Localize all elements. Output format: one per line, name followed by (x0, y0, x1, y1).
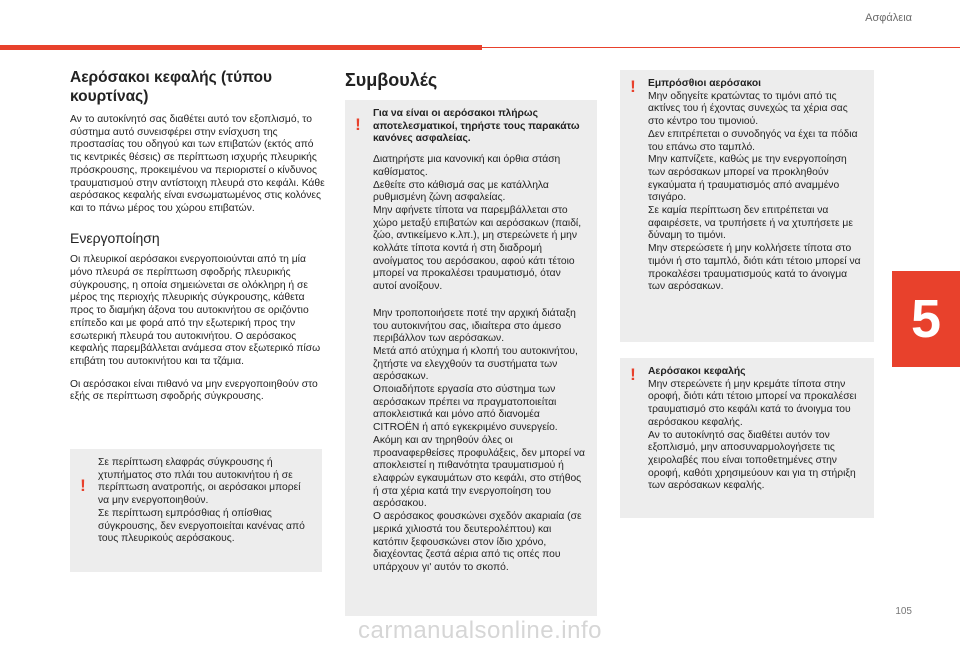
chapter-tab: 5 (892, 271, 960, 367)
tip-line: Δεθείτε στο κάθισμά σας με κατάλληλα ρυθμισμένη ζώνη ασφαλείας. (373, 179, 549, 204)
page-number: 105 (895, 606, 912, 617)
header-accent-bar (0, 45, 482, 50)
section-title: Ενεργοποίηση (70, 229, 160, 246)
left-column (70, 68, 326, 414)
tip-line: Ακόμη και αν τηρηθούν όλες οι προαναφερθείσες προφυλάξεις, δεν μπορεί να αποκλειστεί η πιθανότητα τραυματισμού ή ελαφρών εγκαυμάτων στο κεφάλι, στο στήθος ή στα χέρια κατά την ενεργοποίηση του αερόσακου. (373, 434, 586, 510)
activation-paragraph: Οι πλευρικοί αερόσακοι ενεργοποιούνται από τη μία μόνο πλευρά σε περίπτωση σφοδρής πλευρικής σύγκρουσης, η οποία σημειώνεται σε ολόκληρη ή σε μέρος της περιοχής πλευρικής σύγκρουσης, κάθετα προς το διαμήκη άξονα του αυτοκινήτου σε οριζόντιο επίπεδο και με φορά από την εξωτερική προς την εσωτερική πλευρά του αυτοκινήτου. Ο αερόσακος κεφαλής παρεμβάλλεται ανάμεσα στον εξωτερικό πίσω επιβάτη του αυτοκινήτου και τα τζάμια. (70, 254, 321, 367)
warning-box-tips (345, 100, 597, 616)
activation-note: Οι αερόσακοι είναι πιθανό να μην ενεργοποιηθούν στο εξής σε περίπτωση σφοδρής σύγκρουσης. (70, 378, 318, 403)
warning-icon: ! (630, 365, 636, 384)
tip-line: Διατηρήστε μια κανονική και όρθια στάση καθίσματος. (373, 154, 561, 178)
header-rule (482, 47, 960, 48)
curtain-airbags-line: Μην στερεώνετε ή μην κρεμάτε τίποτα στην οροφή, διότι κάτι τέτοιο μπορεί να προκαλέσει τραυματισμό στο κεφάλι κατά το άνοιγμα του αερόσακου κεφαλής. (648, 378, 857, 428)
page-title: Αερόσακοι κεφαλής (τύπου κουρτίνας) (70, 69, 273, 105)
tip-line: Μην αφήνετε τίποτα να παρεμβάλλεται στο χώρο μεταξύ επιβατών και αερόσακων (παιδί, ζώο, αντικείμενο κ.λπ.), μη στερεώνετε ή μην κολλάτε τίποτα κοντά ή στη διαδρομή ανοίγματος του αερόσακου, αφού κάτι τέτοιο μπορεί να προκαλέσει τραυματισμό, όταν αυτοί ανοίξουν. (373, 204, 582, 293)
front-airbags-line: Μην στερεώσετε ή μην κολλήσετε τίποτα στο τιμόνι ή στο ταμπλό, διότι κάτι τέτοιο μπορεί να προκαλέσει τραυματισμούς κατά το άνοιγμα των αερόσακων. (648, 243, 861, 293)
tip-line: Μετά από ατύχημα ή κλοπή του αυτοκινήτου, ζητήστε να ελεγχθούν τα συστήματα των αερόσακων. (373, 345, 578, 383)
warning-icon: ! (80, 476, 86, 495)
warning-icon: ! (355, 115, 361, 134)
page-header-title: Ασφάλεια (865, 12, 912, 24)
front-airbags-line: Μην καπνίζετε, καθώς με την ενεργοποίηση των αερόσακων μπορεί να προκληθούν εγκαύματα ή τραυματισμός από αναμμένο τσιγάρο. (648, 154, 847, 204)
front-airbags-heading: Εμπρόσθιοι αερόσακοι (648, 78, 761, 89)
warning-text: Σε περίπτωση ελαφράς σύγκρουσης ή χτυπήματος στο πλάι του αυτοκινήτου ή σε περίπτωση ανατροπής, οι αερόσακοι μπορεί να μην ενεργοποιηθούν. (98, 457, 301, 507)
tips-title: Συμβουλές (345, 70, 438, 90)
tips-heading: Για να είναι οι αερόσακοι πλήρως αποτελεσματικοί, τηρήστε τους παρακάτω κανόνες ασφαλείας. (373, 108, 580, 145)
front-airbags-line: Δεν επιτρέπεται ο συνοδηγός να έχει τα πόδια του επάνω στο ταμπλό. (648, 128, 858, 153)
warning-text: Σε περίπτωση εμπρόσθιας ή οπίσθιας σύγκρουσης, δεν ενεργοποιείται κανένας από τους πλευρικούς αερόσακους. (98, 507, 305, 545)
front-airbags-line: Σε καμία περίπτωση δεν επιτρέπεται να αφαιρέσετε, να τρυπήσετε ή να χτυπήσετε με δύναμη το τιμόνι. (648, 205, 853, 242)
tips-paragraph-2 (373, 308, 587, 575)
front-airbags-line: Μην οδηγείτε κρατώντας το τιμόνι από τις ακτίνες του ή έχοντας συνεχώς τα χέρια σας στο κέντρο του τιμονιού. (648, 90, 848, 128)
warning-box-curtain-airbags (620, 358, 874, 518)
curtain-airbags-line: Αν το αυτοκίνητό σας διαθέτει αυτόν τον εξοπλισμό, μην αποσυναρμολογήσετε τις χειρολαβές που είναι τοποθετημένες στην οροφή, καθότι χρησιμεύουν και για τη στήριξη των αερόσακων κεφαλής. (648, 429, 856, 492)
intro-paragraph: Αν το αυτοκίνητό σας διαθέτει αυτό τον εξοπλισμό, το σύστημα αυτό συνεισφέρει στην ενίσχυση της προστασίας του οδηγού και των επιβατών (εκτός από τις κεντρικές θέσεις) σε περίπτωση ισχυρής πλευρικής πρόσκρουσης, προκειμένου να περιοριστεί ο κίνδυνος τραυματισμού στην αντίστοιχη πλευρά στο κεφάλι. Κάθε αερόσακος κεφαλής είναι ενσωματωμένος στις κολόνες και το πάνω μέρος του χώρου επιβατών. (70, 114, 325, 214)
tip-line: Οποιαδήποτε εργασία στο σύστημα των αερόσακων πρέπει να πραγματοποιείται αποκλειστικά και μόνο από διανομέα CITROËN ή από εγκεκριμένο συνεργείο. (373, 384, 558, 434)
warning-box-left (70, 449, 322, 572)
warning-icon: ! (630, 77, 636, 96)
tip-line: Μην τροποποιήσετε ποτέ την αρχική διάταξη του αυτοκινήτου σας, ιδιαίτερα στο άμεσο περιβάλλον των αερόσακων. (373, 307, 576, 345)
curtain-airbags-heading: Αερόσακοι κεφαλής (648, 366, 746, 377)
warning-box-front-airbags (620, 70, 874, 342)
tips-paragraph-1 (373, 154, 587, 294)
watermark: carmanualsonline.info (358, 617, 602, 644)
tip-line: Ο αερόσακος φουσκώνει σχεδόν ακαριαία (σε μερικά χιλιοστά του δευτερολέπτου) και κατόπιν ξεφουσκώνει στον ίδιο χρόνο, διαχέοντας ζεστά αέρια από τις οπές που υπάρχουν γι' αυτόν το σκοπό. (373, 511, 582, 573)
